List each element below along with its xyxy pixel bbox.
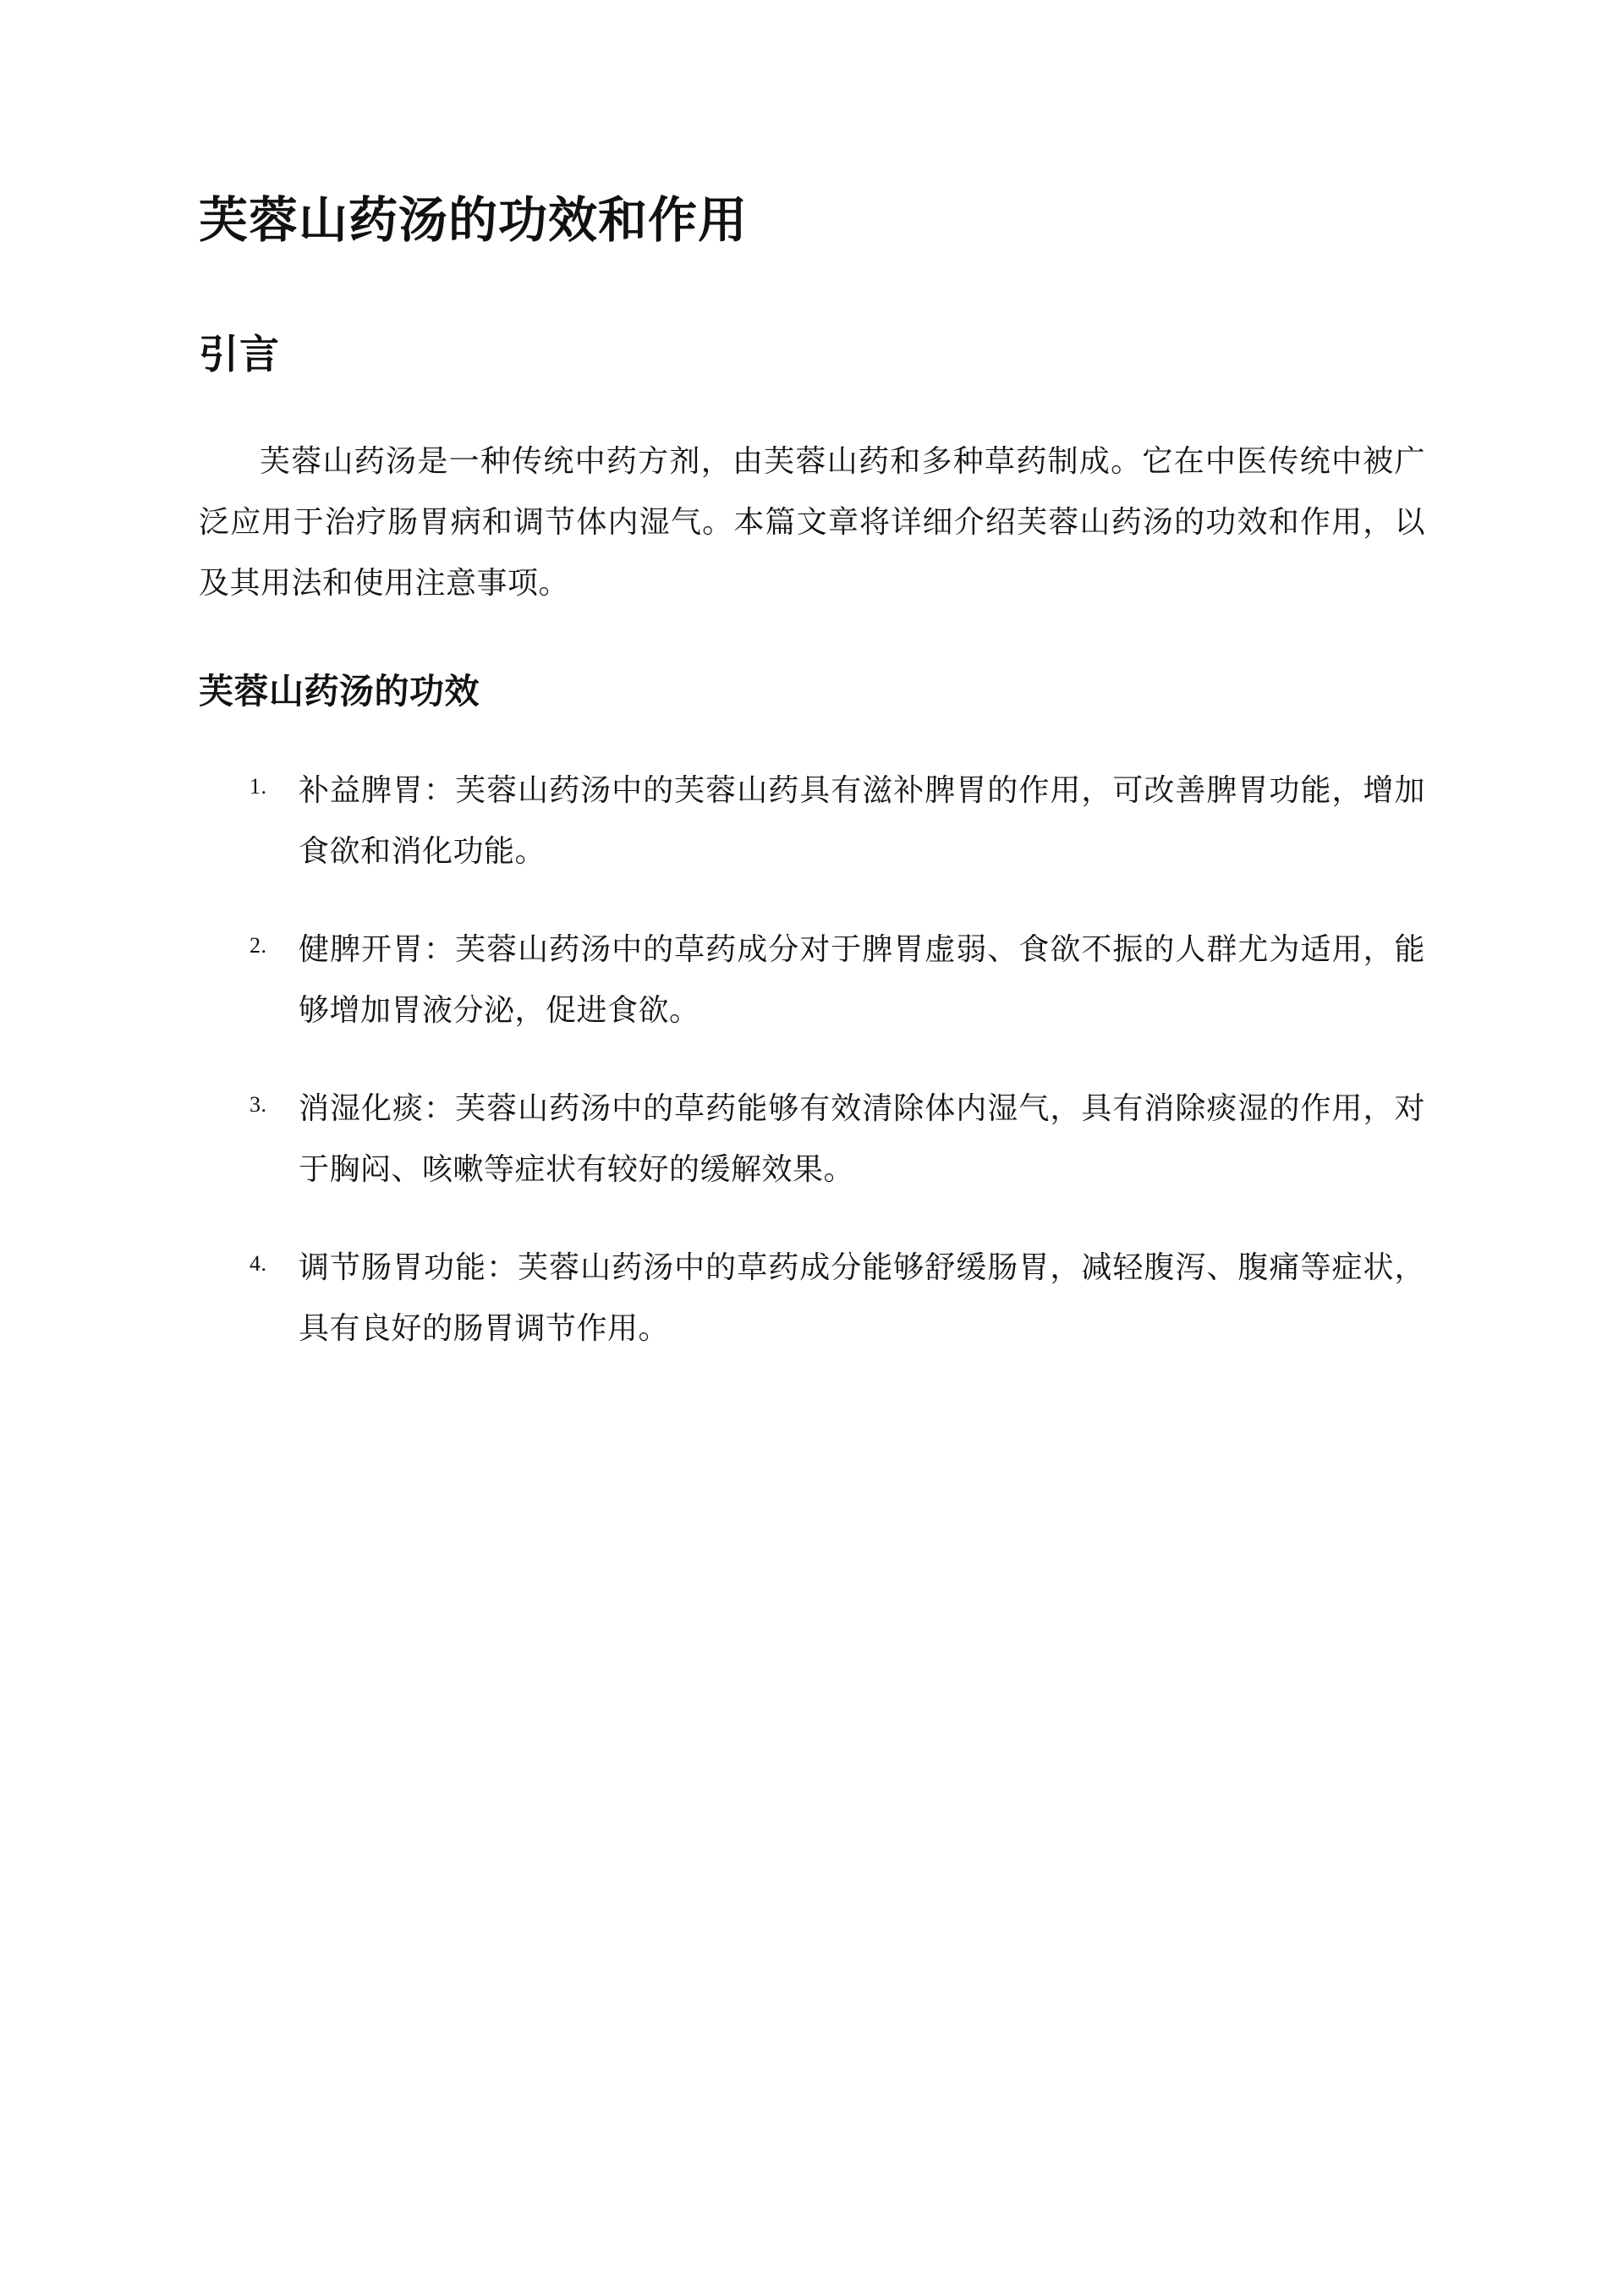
introduction-paragraph: 芙蓉山药汤是一种传统中药方剂，由芙蓉山药和多种草药制成。它在中医传统中被广泛应用于治疗肠胃病和调节体内湿气。本篇文章将详细介绍芙蓉山药汤的功效和作用，以及其用法和使用注意事项。	[199, 443, 1425, 600]
list-item: 补益脾胃：芙蓉山药汤中的芙蓉山药具有滋补脾胃的作用，可改善脾胃功能，增加食欲和消化功能。	[299, 772, 1425, 868]
list-item: 消湿化痰：芙蓉山药汤中的草药能够有效清除体内湿气，具有消除痰湿的作用，对于胸闷、咳嗽等症状有较好的缓解效果。	[299, 1090, 1425, 1186]
list-item: 调节肠胃功能：芙蓉山药汤中的草药成分能够舒缓肠胃，减轻腹泻、腹痛等症状，具有良好的肠胃调节作用。	[299, 1250, 1425, 1345]
section-heading-effects: 芙蓉山药汤的功效	[199, 671, 480, 711]
section-heading-introduction: 引言	[199, 332, 280, 377]
page-title: 芙蓉山药汤的功效和作用	[199, 193, 749, 248]
list-item: 健脾开胃：芙蓉山药汤中的草药成分对于脾胃虚弱、食欲不振的人群尤为适用，能够增加胃液分泌，促进食欲。	[299, 931, 1425, 1027]
effects-list	[199, 760, 1425, 1359]
